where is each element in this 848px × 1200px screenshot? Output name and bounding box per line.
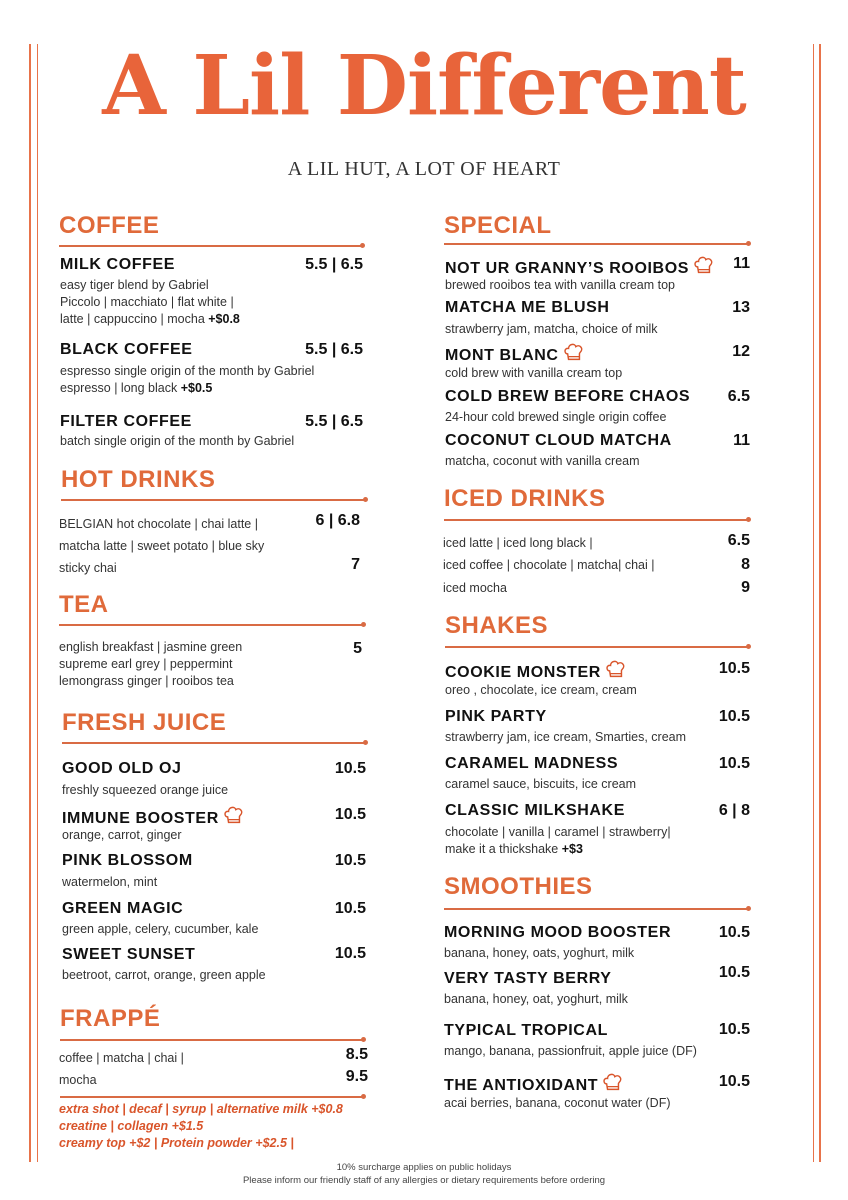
drink-options-line: iced mocha (443, 581, 507, 595)
item-name: COCONUT CLOUD MATCHA (445, 432, 672, 449)
item-description: 24-hour cold brewed single origin coffee (445, 410, 667, 424)
tea-options-line: lemongrass ginger | rooibos tea (59, 674, 234, 688)
tea-options-line: english breakfast | jasmine green (59, 640, 243, 654)
item-price: 11 (733, 432, 750, 449)
item-description: chocolate | vanilla | caramel | strawberry| (445, 825, 671, 839)
section-rule (61, 499, 366, 501)
item-price: 10.5 (718, 660, 750, 677)
item-description: oreo , chocolate, ice cream, cream (445, 683, 637, 697)
section-title-special: SPECIAL (444, 212, 552, 239)
addon-line: creamy top +$2 | Protein powder +$2.5 | (59, 1136, 294, 1150)
item-price: 10.5 (334, 900, 366, 917)
item-description: cold brew with vanilla cream top (445, 366, 623, 380)
section-title-coffee: COFFEE (59, 212, 160, 239)
item-price: 10.5 (718, 708, 750, 725)
item-description: Piccolo | macchiato | flat white | (60, 295, 234, 309)
item-name-text: NOT UR GRANNY’S ROOIBOS (445, 260, 690, 277)
drink-options-line: coffee | matcha | chai | (59, 1051, 184, 1065)
item-name: SWEET SUNSET (62, 946, 196, 963)
item-name: MORNING MOOD BOOSTER (444, 924, 672, 941)
item-price: 10.5 (334, 852, 366, 869)
item-price: 10.5 (718, 964, 750, 981)
section-title-shakes: SHAKES (445, 612, 549, 639)
item-description: banana, honey, oats, yoghurt, milk (444, 946, 635, 960)
item-price: 5 (353, 640, 362, 657)
left-border-line-inner (37, 44, 38, 1162)
section-rule (62, 742, 366, 744)
item-price: 8.5 (345, 1046, 368, 1063)
item-price: 10.5 (718, 1021, 750, 1038)
item-description (60, 380, 212, 397)
item-description: batch single origin of the month by Gabriel (60, 434, 295, 448)
item-name: GOOD OLD OJ (62, 760, 182, 777)
left-border-line (29, 44, 31, 1162)
item-description: watermelon, mint (62, 875, 158, 889)
item-name-text: IMMUNE BOOSTER (62, 810, 219, 827)
item-price: 10.5 (334, 945, 366, 962)
section-rule (444, 908, 749, 910)
drink-options-line: iced latte | iced long black | (443, 536, 593, 550)
item-price: 10.5 (718, 755, 750, 772)
item-name: FILTER COFFEE (60, 413, 192, 430)
item-description: acai berries, banana, coconut water (DF) (444, 1096, 671, 1110)
item-price: 6.5 (727, 532, 750, 549)
item-price: 10.5 (334, 760, 366, 777)
menu-tagline: A LIL HUT, A LOT OF HEART (287, 158, 561, 180)
item-name: PINK BLOSSOM (62, 852, 193, 869)
section-title-fresh-juice: FRESH JUICE (62, 709, 227, 736)
item-price: 9.5 (345, 1068, 368, 1085)
item-description: mango, banana, passionfruit, apple juice (DF) (444, 1044, 697, 1058)
section-rule (59, 624, 364, 626)
item-price: 5.5 | 6.5 (305, 413, 363, 430)
item-price: 6 | 8 (718, 802, 750, 819)
drink-options-line: mocha (59, 1073, 97, 1087)
drink-options-line: sticky chai (59, 561, 117, 575)
item-name: CARAMEL MADNESS (445, 755, 619, 772)
item-description: strawberry jam, matcha, choice of milk (445, 322, 658, 336)
item-description (445, 841, 583, 858)
item-price: 9 (741, 579, 750, 596)
item-price: 7 (351, 556, 360, 573)
item-price: 5.5 | 6.5 (305, 341, 363, 358)
item-extra-text: espresso | long black (60, 381, 181, 395)
item-description: green apple, celery, cucumber, kale (62, 922, 259, 936)
item-description: espresso single origin of the month by Gabriel (60, 364, 315, 378)
item-price: 6 | 6.8 (315, 512, 360, 529)
section-rule (445, 646, 749, 648)
item-name: MATCHA ME BLUSH (445, 299, 610, 316)
addon-line: creatine | collagen +$1.5 (59, 1119, 204, 1133)
item-name (445, 660, 627, 682)
item-price: 10.5 (718, 1073, 750, 1090)
chef-hat-icon (605, 660, 627, 680)
item-price: 13 (732, 299, 750, 316)
section-title-iced-drinks: ICED DRINKS (444, 485, 606, 512)
item-name (445, 343, 585, 365)
item-name: BLACK COFFEE (60, 341, 193, 358)
item-description (60, 311, 240, 328)
item-name (62, 806, 245, 828)
drink-options-line: BELGIAN hot chocolate | chai latte | (59, 517, 258, 531)
right-border-line (819, 44, 821, 1162)
item-extra-price: +$0.5 (180, 381, 213, 395)
item-name-text: MONT BLANC (445, 347, 559, 364)
item-description: easy tiger blend by Gabriel (60, 278, 209, 292)
item-name: VERY TASTY BERRY (444, 970, 612, 987)
item-extra-price: +$3 (561, 842, 583, 856)
item-description: strawberry jam, ice cream, Smarties, cream (445, 730, 687, 744)
section-rule (60, 1039, 364, 1041)
item-description: banana, honey, oat, yoghurt, milk (444, 992, 628, 1006)
section-title-smoothies: SMOOTHIES (444, 873, 593, 900)
item-description: caramel sauce, biscuits, ice cream (445, 777, 637, 791)
item-name: COLD BREW BEFORE CHAOS (445, 388, 691, 405)
section-title-hot-drinks: HOT DRINKS (61, 466, 216, 493)
item-description: orange, carrot, ginger (62, 828, 182, 842)
chef-hat-icon (563, 343, 585, 363)
section-rule (59, 245, 363, 247)
item-price: 5.5 | 6.5 (305, 256, 363, 273)
tea-options-line: supreme earl grey | peppermint (59, 657, 233, 671)
item-name: MILK COFFEE (60, 256, 176, 273)
footer-surcharge-note: 10% surcharge applies on public holidays (336, 1162, 512, 1173)
item-extra-price: +$0.8 (208, 312, 240, 326)
item-price: 8 (741, 556, 750, 573)
right-border-line-inner (813, 44, 814, 1162)
item-price: 10.5 (718, 924, 750, 941)
menu-title: A Lil Different (102, 38, 746, 134)
item-name-text: THE ANTIOXIDANT (444, 1077, 599, 1094)
section-title-tea: TEA (59, 591, 109, 618)
item-name: TYPICAL TROPICAL (444, 1022, 608, 1039)
item-extra-text: make it a thickshake (445, 842, 562, 856)
section-title-frappe: FRAPPÉ (60, 1005, 161, 1032)
item-price: 6.5 (727, 388, 750, 405)
section-rule (444, 243, 749, 245)
drink-options-line: iced coffee | chocolate | matcha| chai | (443, 558, 655, 572)
frappe-addons (59, 1101, 343, 1152)
item-description: beetroot, carrot, orange, green apple (62, 968, 266, 982)
chef-hat-icon (602, 1073, 624, 1093)
item-name: PINK PARTY (445, 708, 547, 725)
item-extra-text: latte | cappuccino | mocha (60, 312, 209, 326)
item-price: 12 (732, 343, 750, 360)
drink-options-line: matcha latte | sweet potato | blue sky (59, 539, 265, 553)
item-name (445, 256, 715, 278)
footer-allergy-note: Please inform our friendly staff of any allergies or dietary requirements before ordering (242, 1175, 606, 1186)
section-rule (60, 1096, 364, 1098)
chef-hat-icon (223, 806, 245, 826)
addon-line: extra shot | decaf | syrup | alternative milk +$0.8 (59, 1102, 343, 1116)
section-rule (444, 519, 749, 521)
item-description: matcha, coconut with vanilla cream (445, 454, 640, 468)
item-price: 10.5 (334, 806, 366, 823)
item-name-text: COOKIE MONSTER (445, 664, 601, 681)
item-price: 11 (733, 255, 750, 272)
item-name: GREEN MAGIC (62, 900, 184, 917)
item-description: freshly squeezed orange juice (62, 783, 229, 797)
item-description: brewed rooibos tea with vanilla cream top (445, 278, 675, 292)
item-name (444, 1073, 624, 1095)
item-name: CLASSIC MILKSHAKE (445, 802, 625, 819)
